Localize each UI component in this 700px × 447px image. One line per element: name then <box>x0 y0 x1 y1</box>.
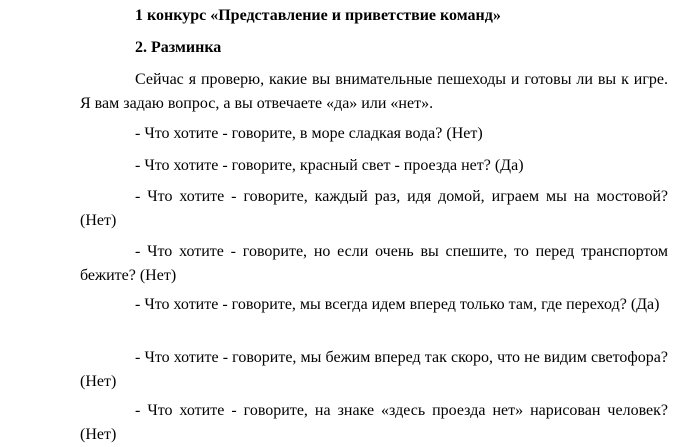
contest-heading: 1 конкурс «Представление и приветствие команд» <box>135 7 501 24</box>
question-item: - Что хотите - говорите, на знаке «здесь проезда нет» нарисован человек? (Нет) <box>80 402 668 443</box>
warmup-heading: 2. Разминка <box>135 39 222 56</box>
question-item: - Что хотите - говорите, в море сладкая вода? (Нет) <box>135 125 483 142</box>
question-item: - Что хотите - говорите, но если очень вы спешите, то перед транспортом бежите? (Нет) <box>80 243 668 284</box>
question-item: - Что хотите - говорите, каждый раз, идя домой, играем мы на мостовой? (Нет) <box>80 188 668 229</box>
intro-paragraph: Сейчас я проверю, какие вы внимательные пешеходы и готовы ли вы к игре. Я вам задаю вопрос, а вы отвечаете «да» или «нет». <box>80 71 668 112</box>
question-item: - Что хотите - говорите, красный свет - проезда нет? (Да) <box>135 157 524 174</box>
question-item: - Что хотите - говорите, мы бежим вперед так скоро, что не видим светофора? (Нет) <box>80 349 668 390</box>
question-item: - Что хотите - говорите, мы всегда идем вперед только там, где переход? (Да) <box>135 296 660 313</box>
